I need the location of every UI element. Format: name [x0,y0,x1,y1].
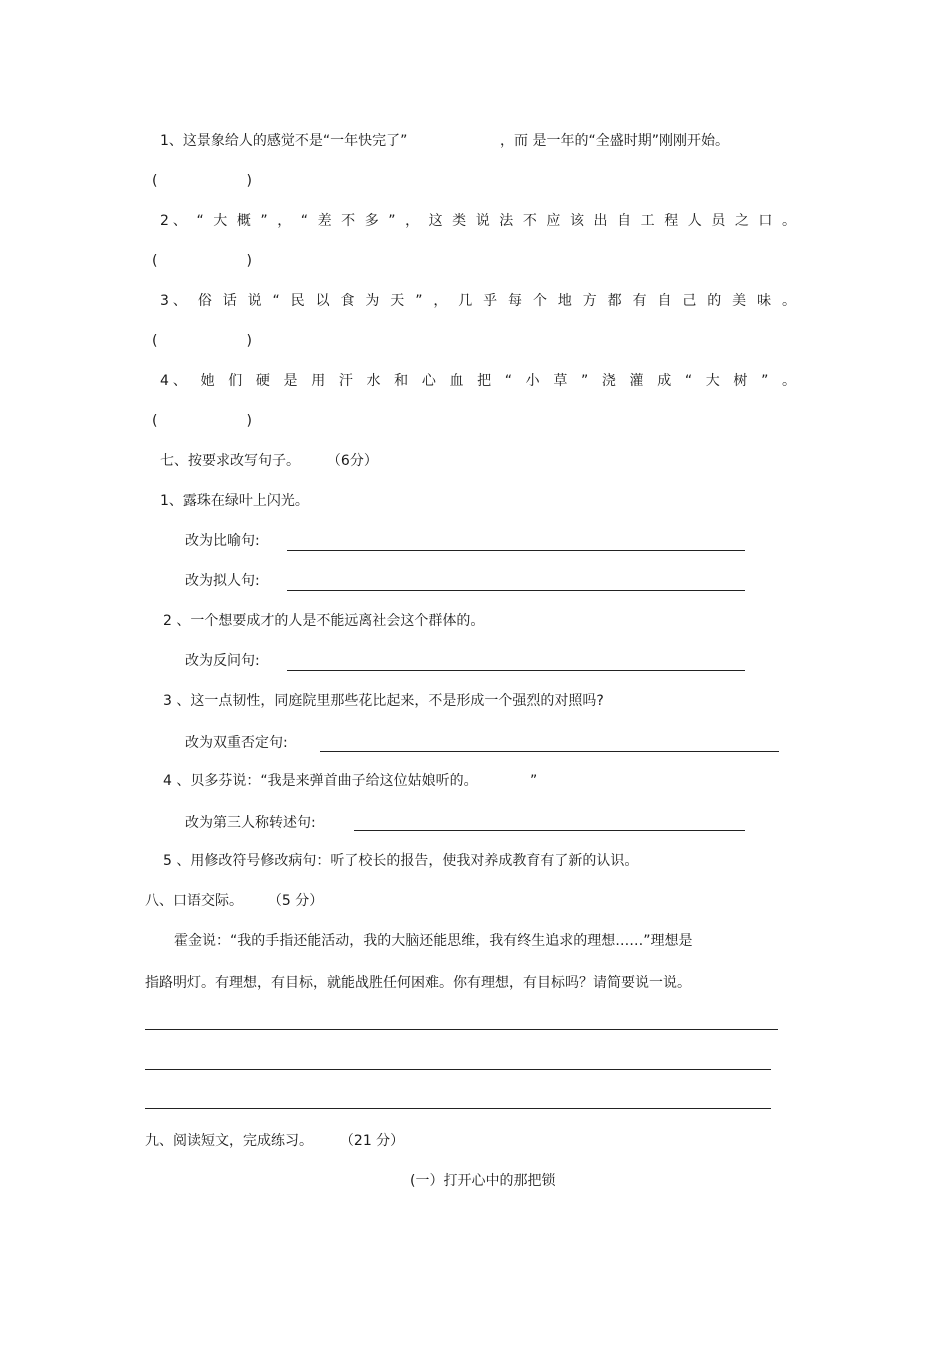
section-8-paragraph-line-2: 指路明灯。有理想，有目标，就能战胜任何困难。你有理想，有目标吗？请简要说一说。 [145,975,691,991]
passage-title: (一）打开心中的那把锁 [410,1173,556,1189]
q1-text: 1、露珠在绿叶上闪光。 [160,493,309,509]
q4-indirect-speech-label: 改为第三人称转述句: [185,815,316,831]
q2-rhetorical-label: 改为反问句: [185,653,260,669]
section-8-title: 八、口语交际。 [145,893,243,909]
q4-closing-quote: ” [530,773,538,789]
q3-double-negative-label: 改为双重否定句: [185,735,288,751]
q1-personification-answer-line[interactable] [287,590,745,591]
q2-rhetorical-answer-line[interactable] [287,670,745,671]
section-9-title: 九、阅读短文，完成练习。 [145,1133,313,1149]
item-4-line [160,371,796,391]
q1-metaphor-answer-line[interactable] [287,550,745,551]
section-8-heading [145,891,323,911]
q3-text: 3 、这一点韧性，同庭院里那些花比起来，不是形成一个强烈的对照吗? [163,693,604,709]
q4-text: 4 、贝多芬说：“我是来弹首曲子给这位姑娘听的。 [163,773,478,789]
q4-indirect-speech-answer-line[interactable] [354,830,745,831]
section-7-heading [160,451,378,471]
section-8-answer-line-3[interactable] [145,1108,771,1109]
item-3-text: 、俗话说“民以食为天”，几乎每个地方都有自己的美味。 [172,293,796,309]
section-8-score: （5 分） [267,893,324,909]
item-4-number: 4 [160,373,169,389]
item-4-text: 、她们硬是用汗水和心血把“小草”浇灌成“大树”。 [172,373,796,389]
item-2-line [160,211,796,231]
item-1-text-a: 、这景象给人的感觉不是“一年快完了” [168,133,408,149]
section-7-score: （6分） [326,453,378,469]
section-7-title: 七、按要求改写句子。 [160,453,300,469]
section-8-answer-line-1[interactable] [145,1029,778,1030]
item-3-line [160,291,796,311]
item-1-number: 1 [160,133,169,149]
section-9-heading [145,1131,404,1151]
q5-text: 5 、用修改符号修改病句：听了校长的报告，使我对养成教育有了新的认识。 [163,853,639,869]
q3-double-negative-answer-line[interactable] [320,751,779,752]
item-1-answer-bracket[interactable]: ( ) [152,173,252,189]
item-2-text: 、“大概”，“差不多”，这类说法不应该出自工程人员之口。 [172,213,796,229]
item-2-number: 2 [160,213,169,229]
item-4-answer-bracket[interactable]: ( ) [152,413,252,429]
q1-metaphor-label: 改为比喻句: [185,533,260,549]
item-1-text-b: ，而 是一年的“全盛时期”刚刚开始。 [500,133,729,149]
section-8-answer-line-2[interactable] [145,1069,771,1070]
item-1-line [160,131,407,151]
q1-personification-label: 改为拟人句: [185,573,260,589]
section-9-score: （21 分） [339,1133,405,1149]
section-8-paragraph-line-1: 霍金说：“我的手指还能活动，我的大脑还能思维，我有终生追求的理想……”理想是 [174,933,693,949]
item-2-answer-bracket[interactable]: ( ) [152,253,252,269]
item-3-number: 3 [160,293,169,309]
item-3-answer-bracket[interactable]: ( ) [152,333,252,349]
q2-text: 2 、一个想要成才的人是不能远离社会这个群体的。 [163,613,485,629]
